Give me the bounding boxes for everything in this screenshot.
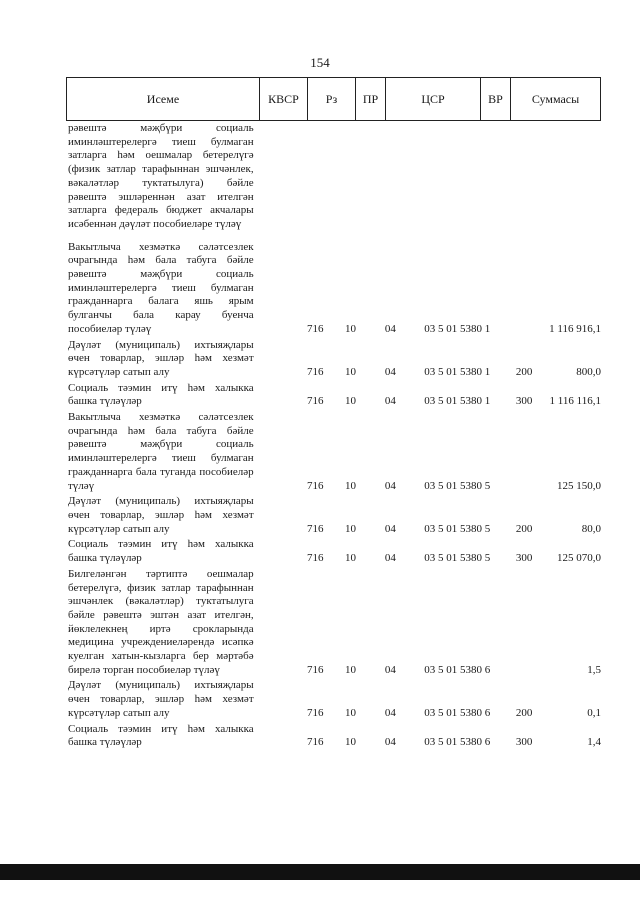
header-rz: Рз xyxy=(307,78,355,120)
row-pr: 04 xyxy=(384,552,396,565)
row-rz: 10 xyxy=(344,663,356,676)
row-rz: 10 xyxy=(344,365,356,378)
row-csr: 03 5 01 5380 6 xyxy=(424,706,491,719)
row-sum: 1,4 xyxy=(587,736,601,749)
scan-edge-bar xyxy=(0,864,640,880)
table-row xyxy=(68,568,601,678)
row-csr: 03 5 01 5380 1 xyxy=(424,365,491,378)
row-kvsr: 716 xyxy=(307,365,324,378)
row-rz: 10 xyxy=(344,552,356,565)
header-sum: Суммасы xyxy=(510,78,600,120)
row-kvsr: 716 xyxy=(307,706,324,719)
row-name: Вакытлыча хезмәткә сәләтсезлек очрагында һәм бала табуга бәйле рәвештә мәҗбүри социаль иминләштерелергә тиеш булмаган гражданнарга бала туганда пособиеләр түләү xyxy=(68,411,254,492)
page-number: 154 xyxy=(310,55,330,70)
row-rz: 10 xyxy=(344,736,356,749)
row-vr: 300 xyxy=(515,395,533,408)
row-pr: 04 xyxy=(384,365,396,378)
table-row xyxy=(68,538,601,565)
row-name: Социаль тәэмин итү һәм халыкка башка түләүләр xyxy=(68,381,254,408)
row-rz: 10 xyxy=(344,479,356,492)
table-row xyxy=(68,382,601,409)
row-kvsr: 716 xyxy=(307,522,324,535)
row-pr: 04 xyxy=(384,706,396,719)
row-csr: 03 5 01 5380 6 xyxy=(424,736,491,749)
row-csr: 03 5 01 5380 1 xyxy=(424,322,491,335)
table-row xyxy=(68,495,601,536)
table-row xyxy=(68,339,601,380)
row-rz: 10 xyxy=(344,706,356,719)
table-header xyxy=(66,77,601,121)
row-sum: 1 116 116,1 xyxy=(549,395,601,408)
row-sum: 1,5 xyxy=(587,663,601,676)
row-kvsr: 716 xyxy=(307,322,324,335)
row-sum: 125 150,0 xyxy=(556,479,601,492)
table-row xyxy=(68,723,601,750)
row-csr: 03 5 01 5380 6 xyxy=(424,663,491,676)
table-row xyxy=(68,122,601,232)
row-pr: 04 xyxy=(384,663,396,676)
row-pr: 04 xyxy=(384,395,396,408)
row-rz: 10 xyxy=(344,395,356,408)
row-sum: 1 116 916,1 xyxy=(549,322,601,335)
table-body xyxy=(68,122,601,750)
header-pr: ПР xyxy=(355,78,385,120)
row-rz: 10 xyxy=(344,522,356,535)
row-sum: 0,1 xyxy=(587,706,601,719)
row-sum: 800,0 xyxy=(576,365,601,378)
row-vr: 300 xyxy=(515,552,533,565)
row-name: Социаль тәэмин итү һәм халыкка башка түләүләр xyxy=(68,538,254,565)
row-name: Вакытлыча хезмәткә сәләтсезлек очрагында һәм бала табуга бәйле рәвештә мәҗбүри социаль иминләштерелергә тиеш булмаган гражданнарга балага яшь ярым булганчы бала карау буенча пособиеләр түләү xyxy=(68,240,254,335)
row-name: Дәүләт (муниципаль) ихтыяҗлары өчен товарлар, эшләр һәм хезмәт күрсәтүләр сатып алу xyxy=(68,679,254,719)
row-vr: 200 xyxy=(515,522,533,535)
row-pr: 04 xyxy=(384,322,396,335)
table-row xyxy=(68,241,601,337)
row-sum: 125 070,0 xyxy=(556,552,601,565)
row-pr: 04 xyxy=(384,736,396,749)
row-name: Социаль тәэмин итү һәм халыкка башка түләүләр xyxy=(68,722,254,749)
row-name: Билгеләнгән тәртиптә оешмалар бетерелүгә, физик затлар тарафыннан эшчәнлек (вәкаләтләр) туктатылуга бәйле рәвештә эштән азат ителгән, йөклелекнең иртә срокларында медицина учреждениеләрендә исәпкә куелган хатын-кызларга бер мәртәбә бирелә торган пособиеләр түләү xyxy=(68,567,254,676)
row-rz: 10 xyxy=(344,322,356,335)
row-kvsr: 716 xyxy=(307,479,324,492)
row-kvsr: 716 xyxy=(307,395,324,408)
row-csr: 03 5 01 5380 1 xyxy=(424,395,491,408)
header-kvsr: КВСР xyxy=(259,78,307,120)
row-csr: 03 5 01 5380 5 xyxy=(424,479,491,492)
header-name: Исеме xyxy=(146,91,180,106)
row-csr: 03 5 01 5380 5 xyxy=(424,522,491,535)
row-vr: 200 xyxy=(515,706,533,719)
row-kvsr: 716 xyxy=(307,736,324,749)
header-csr: ЦСР xyxy=(385,78,480,120)
row-sum: 80,0 xyxy=(581,522,601,535)
row-name: Дәүләт (муниципаль) ихтыяҗлары өчен товарлар, эшләр һәм хезмәт күрсәтүләр сатып алу xyxy=(68,338,254,378)
header-vr: ВР xyxy=(480,78,510,120)
table-row xyxy=(68,679,601,720)
row-csr: 03 5 01 5380 5 xyxy=(424,552,491,565)
row-vr: 200 xyxy=(515,365,533,378)
row-kvsr: 716 xyxy=(307,663,324,676)
row-kvsr: 716 xyxy=(307,552,324,565)
row-vr: 300 xyxy=(515,736,533,749)
table-row xyxy=(68,411,601,493)
row-pr: 04 xyxy=(384,522,396,535)
row-pr: 04 xyxy=(384,479,396,492)
row-name: рәвештә мәҗбүри социаль иминләштерелергә тиеш булмаган затларга һәм оешмалар бетерелүгә (физик затлар тарафыннан эшчәнлек, вәкаләтләр туктатылуга) бәйле рәвештә эшләреннән азат ителгән затларга федераль бюджет акчалары исәбеннән дәүләт пособиеләре түләү xyxy=(68,122,254,230)
row-name: Дәүләт (муниципаль) ихтыяҗлары өчен товарлар, эшләр һәм хезмәт күрсәтүләр сатып алу xyxy=(68,495,254,535)
